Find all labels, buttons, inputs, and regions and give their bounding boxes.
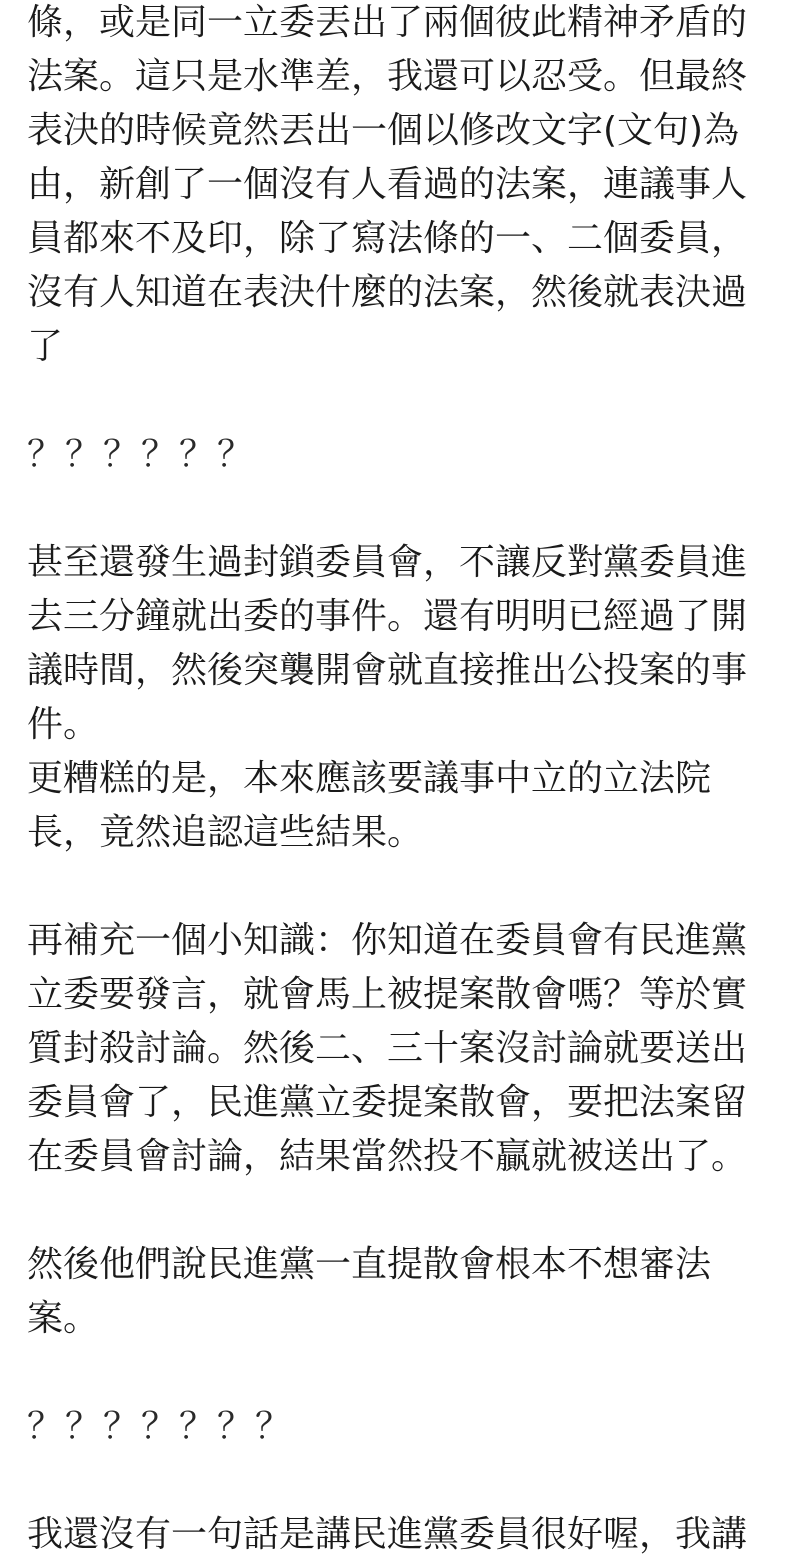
text-line: 甚至還發生過封鎖委員會，不讓反對黨委員進: [27, 542, 748, 583]
text-line: 長，竟然追認這些結果。: [27, 812, 424, 853]
text-line: 員都來不及印，除了寫法條的一、二個委員，: [27, 218, 748, 259]
text-line: 然後他們說民進黨一直提散會根本不想審法: [27, 1244, 712, 1285]
paragraph-question-marks: [27, 1400, 787, 1454]
paragraph-spacer: [27, 1184, 787, 1238]
paragraph-spacer: [27, 860, 787, 914]
text-line: 法案。這只是水準差，我還可以忍受。但最終: [27, 56, 748, 97]
text-line: 去三分鐘就出委的事件。還有明明已經過了開: [27, 596, 748, 637]
text-line: 議時間，然後突襲開會就直接推出公投案的事: [27, 650, 748, 691]
paragraph-spacer: [27, 482, 787, 536]
article-body: [27, 0, 787, 1562]
text-line: 委員會了，民進黨立委提案散會，要把法案留: [27, 1082, 748, 1123]
text-line: 在委員會討論，結果當然投不贏就被送出了。: [27, 1136, 748, 1177]
text-line: ？？？？？？: [27, 434, 256, 475]
text-line: 質封殺討論。然後二、三十案沒討論就要送出: [27, 1028, 748, 1069]
paragraph-committee-blockade: [27, 536, 787, 860]
text-line: 案。: [27, 1298, 100, 1339]
text-line: ？？？？？？？: [27, 1406, 294, 1447]
paragraph-spacer: [27, 1454, 787, 1508]
text-line: 表決的時候竟然丟出一個以修改文字(文句)為: [27, 110, 740, 151]
text-line: 我還沒有一句話是講民進黨委員很好喔，我講: [27, 1514, 748, 1555]
paragraph-question-marks: [27, 428, 787, 482]
text-line: 立委要發言，就會馬上被提案散會嗎？等於實: [27, 974, 748, 1015]
paragraph-adjournment-claim: [27, 1238, 787, 1346]
text-line: 件。: [27, 704, 100, 745]
text-line: 再補充一個小知識：你知道在委員會有民進黨: [27, 920, 748, 961]
text-line: 條，或是同一立委丟出了兩個彼此精神矛盾的: [27, 2, 748, 43]
paragraph-spacer: [27, 1346, 787, 1400]
text-line: 了: [27, 326, 64, 367]
paragraph-spacer: [27, 374, 787, 428]
text-line: 由，新創了一個沒有人看過的法案，連議事人: [27, 164, 748, 205]
text-line: 沒有人知道在表決什麼的法案，然後就表決過: [27, 272, 748, 313]
paragraph-partial-cutoff: [27, 1508, 787, 1562]
text-line: 更糟糕的是，本來應該要議事中立的立法院: [27, 758, 712, 799]
paragraph-small-knowledge: [27, 914, 787, 1184]
paragraph-legislative-vote: [27, 0, 787, 374]
